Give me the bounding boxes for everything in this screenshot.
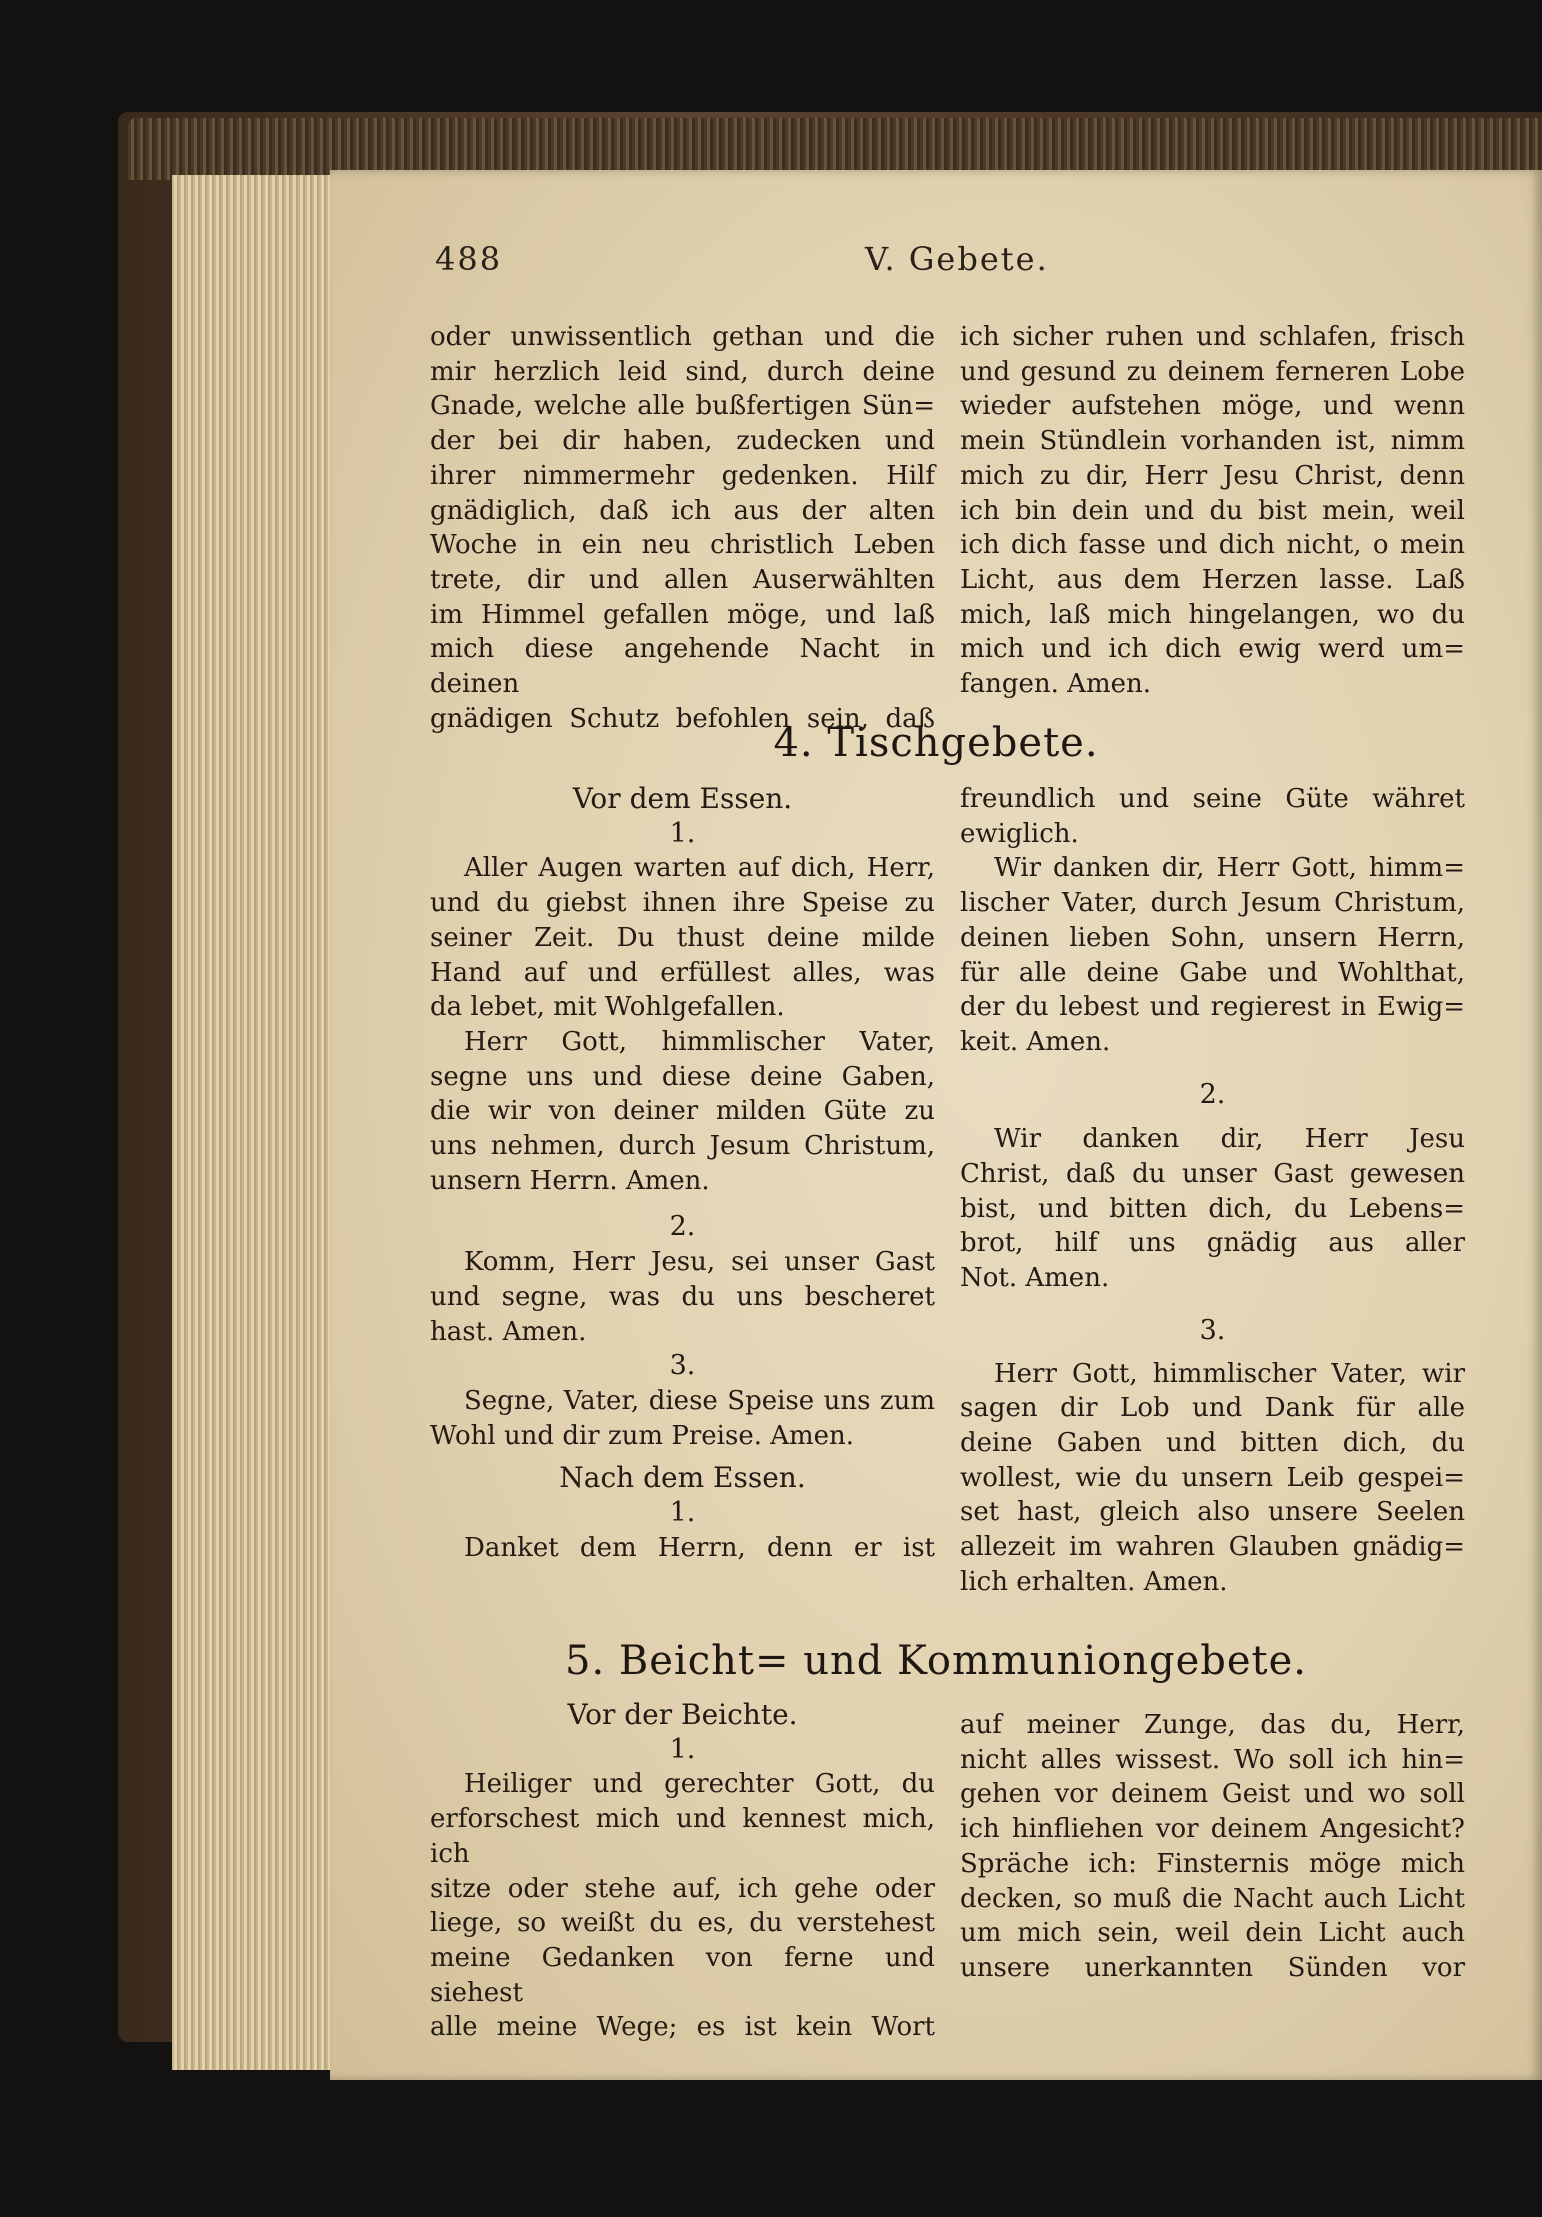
text-line: lischer Vater, durch Jesum Christum, [960, 888, 1465, 919]
text-line: lich erhalten. Amen. [960, 1566, 1228, 1597]
prayer-number: 1. [669, 1497, 696, 1529]
text-line: unsern Herrn. Amen. [430, 1165, 710, 1196]
text-line: wollest, wie du unsern Leib gespei= [960, 1462, 1465, 1493]
prayer-paragraph [430, 1384, 935, 1453]
text-line: Herr Gott, himmlischer Vater, wir [994, 1358, 1465, 1389]
after-meal-heading: Nach dem Essen. [559, 1461, 806, 1495]
text-line: Not. Amen. [960, 1263, 1110, 1294]
prayer-paragraph [430, 1025, 935, 1199]
text-line: wieder aufstehen möge, und wenn [960, 391, 1465, 422]
section-5-right-column [960, 1708, 1465, 1986]
section-4-heading: 4. Tischgebete. [773, 720, 1099, 766]
prayer-number: 2. [669, 1211, 696, 1243]
text-line: fangen. Amen. [960, 669, 1152, 700]
text-line: mein Stündlein vorhanden ist, nimm [960, 426, 1465, 457]
text-line: mich diese angehende Nacht in deinen [430, 634, 935, 700]
text-line: keit. Amen. [960, 1026, 1111, 1057]
text-line: gehen vor deinem Geist und wo soll [960, 1779, 1465, 1810]
text-line: gnädigen Schutz befohlen sein, daß [430, 703, 935, 734]
text-line: Danket dem Herrn, denn er ist [464, 1532, 935, 1563]
prayer-paragraph [960, 851, 1465, 1059]
page-edges [172, 175, 337, 2070]
top-left-column [430, 320, 935, 736]
text-line: allezeit im wahren Glauben gnädig= [960, 1532, 1465, 1563]
prayer-paragraph [430, 851, 935, 1025]
text-line: der bei dir haben, zudecken und [430, 426, 935, 457]
text-line: freundlich und seine Güte währet [960, 784, 1465, 814]
prayer-paragraph [430, 1245, 935, 1349]
text-line: Gnade, welche alle bußfertigen Sün= [430, 391, 935, 422]
running-head [435, 240, 1395, 290]
prayer-paragraph [960, 1122, 1465, 1296]
text-line: Spräche ich: Finsternis möge mich [960, 1848, 1465, 1879]
text-line: der du lebest und regierest in Ewig= [960, 992, 1465, 1023]
text-line: set hast, gleich also unsere Seelen [960, 1497, 1465, 1528]
prayer-number: 3. [1199, 1314, 1226, 1346]
text-line: mich und ich dich ewig werd um= [960, 634, 1465, 665]
text-line: und du giebst ihnen ihre Speise zu [430, 888, 935, 919]
prayer-paragraph [430, 1531, 935, 1566]
top-right-column [960, 320, 1465, 702]
text-line: Wohl und dir zum Preise. Amen. [430, 1420, 855, 1451]
text-line: meine Gedanken von ferne und siehest [430, 1942, 935, 2008]
text-line: mich zu dir, Herr Jesu Christ, denn [960, 460, 1465, 491]
text-line: Licht, aus dem Herzen lasse. Laß [960, 564, 1465, 595]
text-line: ich sicher ruhen und schlafen, frisch [960, 322, 1465, 352]
text-line: deinen lieben Sohn, unsern Herrn, [960, 922, 1465, 953]
text-line: für alle deine Gabe und Wohlthat, [960, 957, 1465, 988]
text-line: sitze oder stehe auf, ich gehe oder [430, 1873, 935, 1904]
text-line: deine Gaben und bitten dich, du [960, 1427, 1465, 1458]
text-line: ich hinfliehen vor deinem Angesicht? [960, 1814, 1465, 1845]
text-line: sagen dir Lob und Dank für alle [960, 1393, 1465, 1424]
text-line: gnädiglich, daß ich aus der alten [430, 495, 935, 526]
text-line: um mich sein, weil dein Licht auch [960, 1918, 1465, 1949]
text-line: decken, so muß die Nacht auch Licht [960, 1883, 1465, 1914]
text-line: und segne, was du uns bescheret [430, 1281, 935, 1312]
text-line: brot, hilf uns gnädig aus aller [960, 1228, 1465, 1259]
chapter-title: V. Gebete. [865, 240, 1049, 278]
text-line: Wir danken dir, Herr Jesu [994, 1124, 1465, 1155]
before-confession-heading: Vor der Beichte. [567, 1698, 798, 1731]
text-line: liege, so weißt du es, du verstehest [430, 1908, 935, 1939]
text-line: die wir von deiner milden Güte zu [430, 1096, 935, 1127]
text-line: Komm, Herr Jesu, sei unser Gast [464, 1247, 935, 1278]
text-line: uns nehmen, durch Jesum Christum, [430, 1131, 935, 1162]
text-line: im Himmel gefallen möge, und laß [430, 599, 935, 630]
text-line: oder unwissentlich gethan und die [430, 322, 935, 352]
text-line: Woche in ein neu christlich Leben [430, 530, 935, 561]
before-meal-heading: Vor dem Essen. [572, 782, 793, 815]
text-line: hast. Amen. [430, 1316, 587, 1347]
text-line: nicht alles wissest. Wo soll ich hin= [960, 1744, 1465, 1775]
text-line: ich bin dein und du bist mein, weil [960, 495, 1465, 526]
text-line: trete, dir und allen Auserwählten [430, 564, 935, 595]
section-4-left-column [430, 782, 935, 1565]
page-number: 488 [435, 240, 503, 278]
text-line: mir herzlich leid sind, durch deine [430, 356, 935, 387]
prayer-paragraph [430, 1767, 935, 2045]
text-line: segne uns und diese deine Gaben, [430, 1061, 935, 1092]
section-5-heading: 5. Beicht= und Kommuniongebete. [565, 1638, 1307, 1684]
text-line: alle meine Wege; es ist kein Wort [430, 2012, 935, 2043]
prayer-paragraph [960, 782, 1465, 851]
text-line: Wir danken dir, Herr Gott, himm= [994, 853, 1465, 884]
prayer-number: 3. [669, 1350, 696, 1382]
text-line: ihrer nimmermehr gedenken. Hilf [430, 460, 935, 491]
text-line: ewiglich. [960, 818, 1079, 849]
text-line: ich dich fasse und dich nicht, o mein [960, 530, 1465, 561]
text-line: da lebet, mit Wohlgefallen. [430, 992, 785, 1023]
text-line: erforschest mich und kennest mich, ich [430, 1804, 935, 1869]
text-line: Hand auf und erfüllest alles, was [430, 957, 935, 988]
text-line: Christ, daß du unser Gast gewesen [960, 1159, 1465, 1190]
text-line: Segne, Vater, diese Speise uns zum [464, 1385, 935, 1416]
text-line: Heiliger und gerechter Gott, du [464, 1769, 935, 1800]
text-line: Herr Gott, himmlischer Vater, [464, 1026, 935, 1057]
text-line: seiner Zeit. Du thust deine milde [430, 922, 935, 953]
prayer-paragraph [960, 1708, 1465, 1986]
text-line: mich, laß mich hingelangen, wo du [960, 599, 1465, 630]
prayer-number: 2. [1199, 1078, 1226, 1110]
text-line: Aller Augen warten auf dich, Herr, [464, 853, 935, 884]
section-4-right-column [960, 782, 1465, 1599]
text-line: unsere unerkannten Sünden vor [960, 1952, 1465, 1983]
section-5-left-column [430, 1698, 935, 2045]
text-line: und gesund zu deinem ferneren Lobe [960, 356, 1465, 387]
prayer-paragraph [960, 1357, 1465, 1600]
book-page [330, 170, 1542, 2080]
prayer-number: 1. [669, 1733, 696, 1765]
text-line: bist, und bitten dich, du Lebens= [960, 1193, 1465, 1224]
text-line: auf meiner Zunge, das du, Herr, [960, 1710, 1465, 1740]
prayer-number: 1. [669, 817, 696, 849]
